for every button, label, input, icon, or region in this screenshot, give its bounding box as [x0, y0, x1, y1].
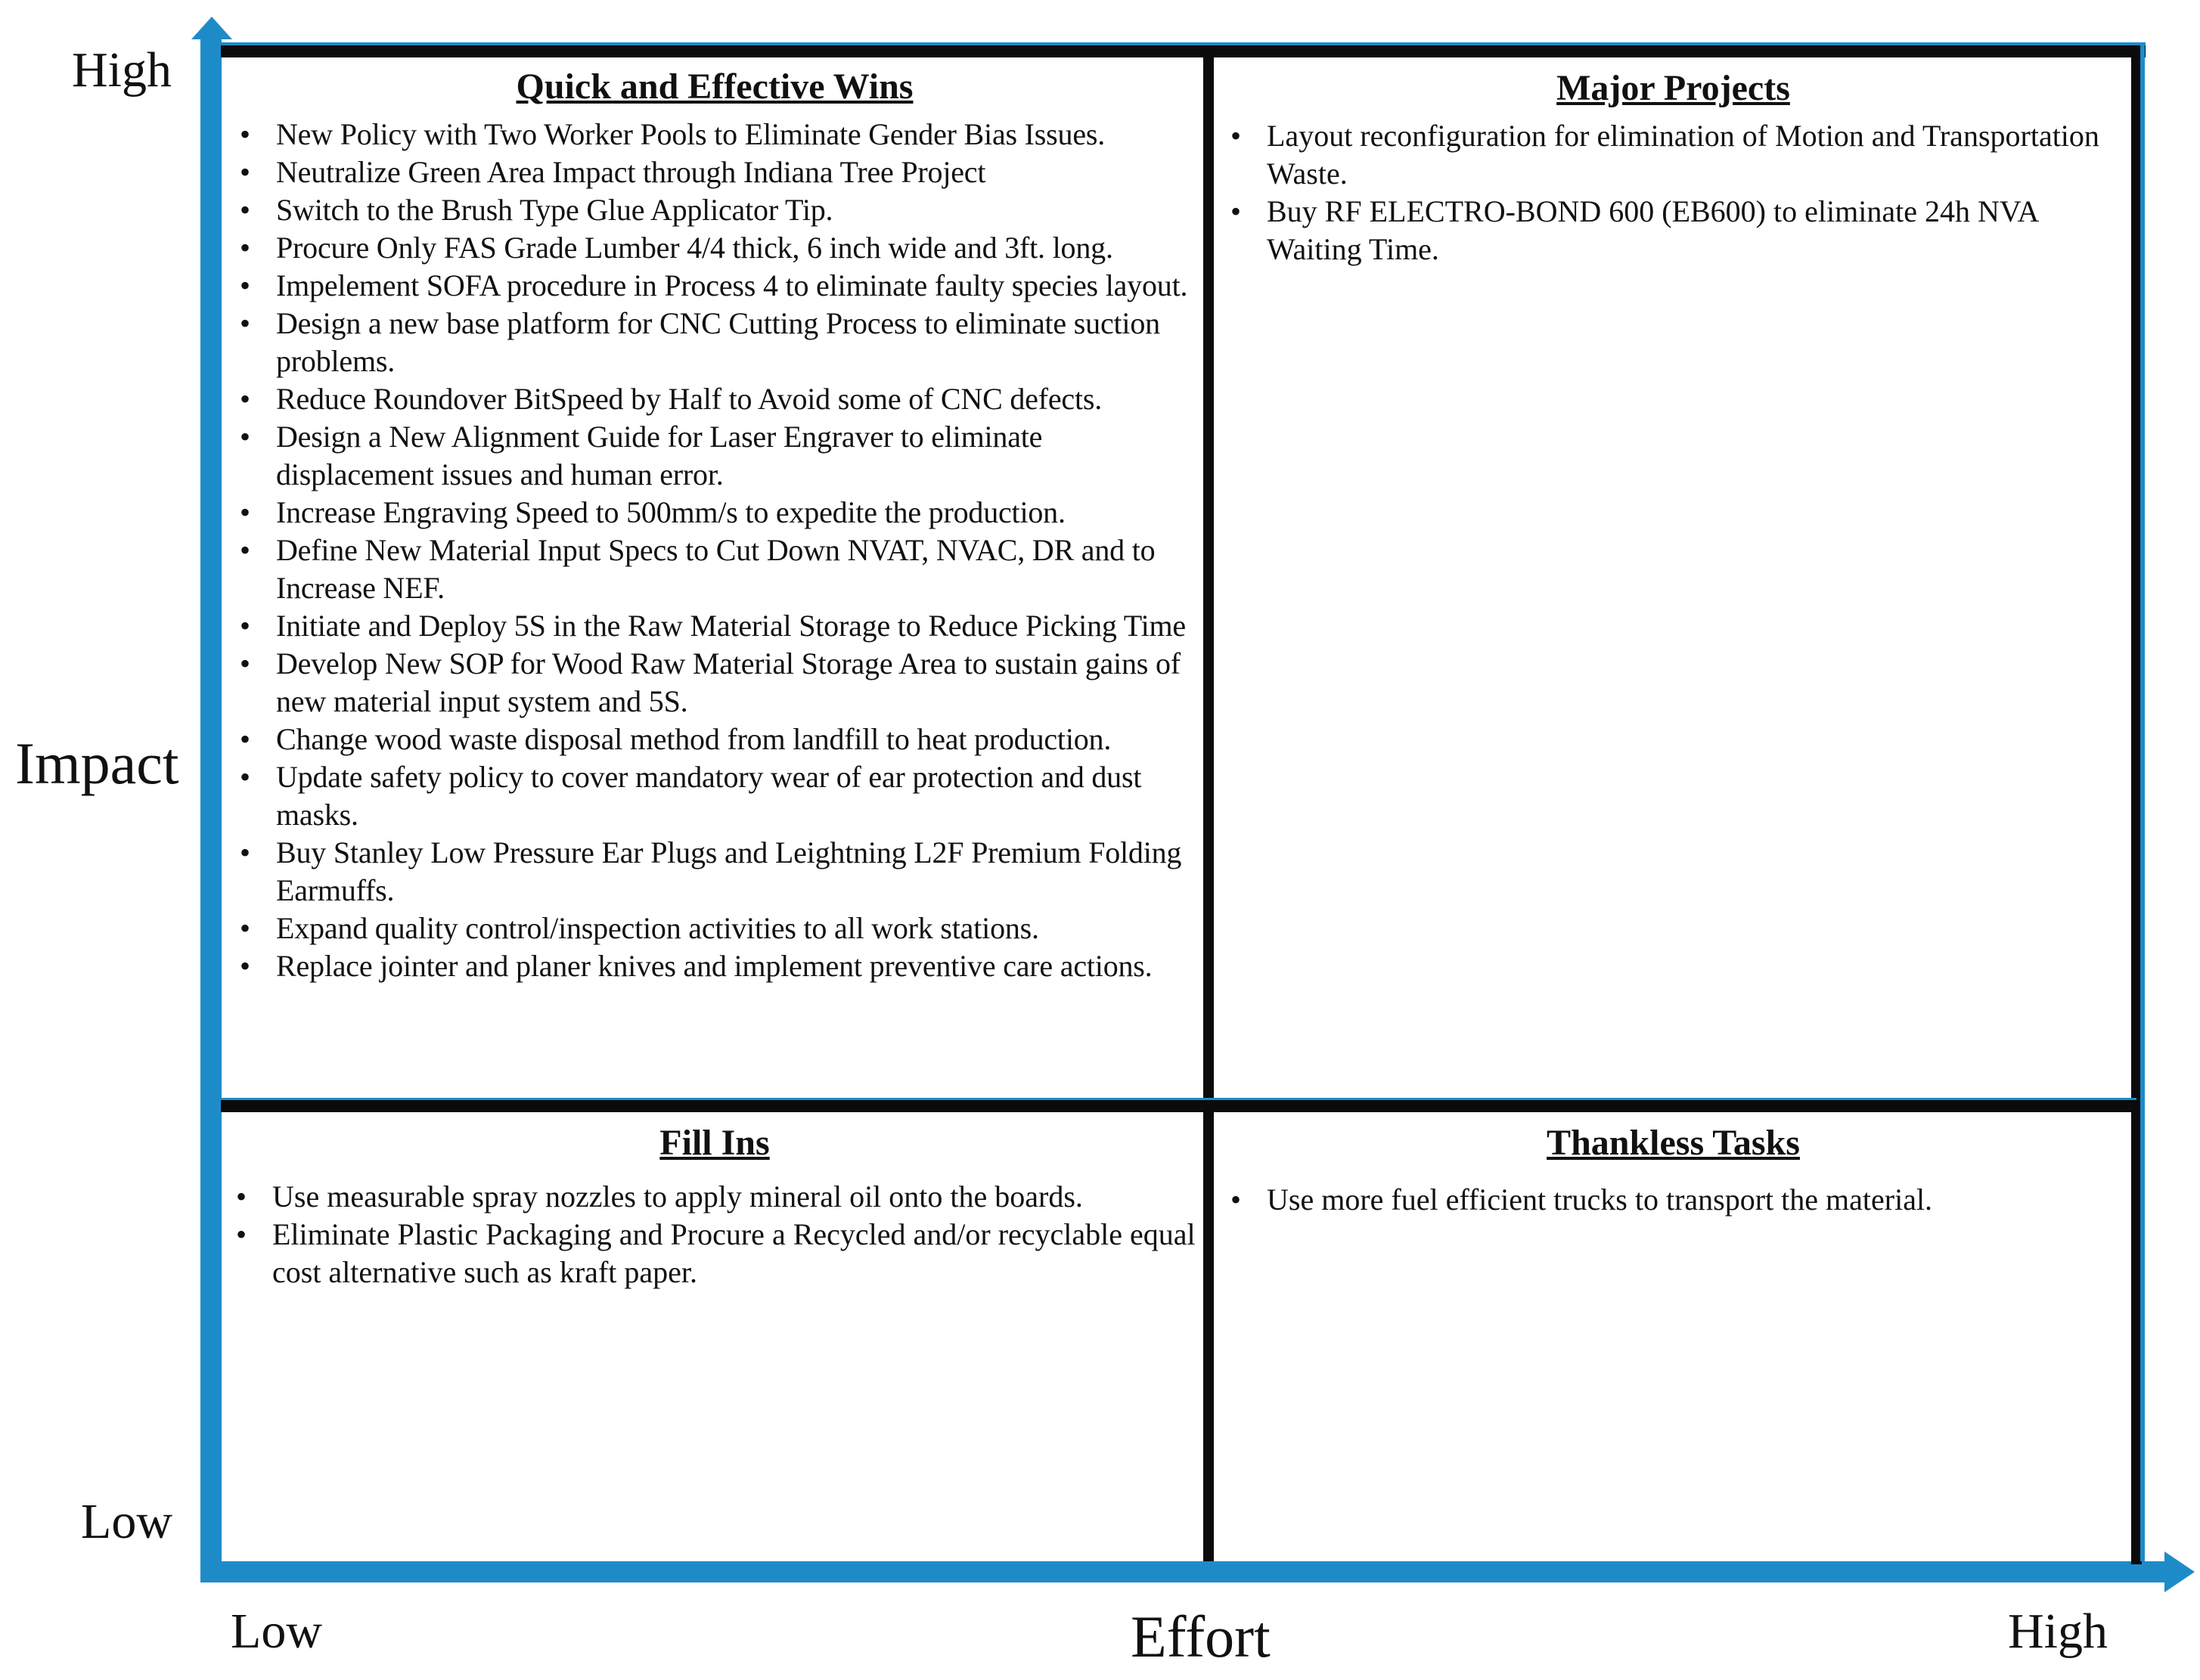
list-item: • Change wood waste disposal method from landfill to heat production. — [227, 721, 1202, 758]
effort-axis-arrow-icon — [2164, 1551, 2195, 1592]
quadrant-title: Quick and Effective Wins — [516, 67, 914, 107]
list-item: • Buy Stanley Low Pressure Ear Plugs and Leightning L2F Premium Folding Earmuffs. — [227, 834, 1202, 910]
list-item: • Replace jointer and planer knives and implement preventive care actions. — [227, 947, 1202, 985]
list-item: • Layout reconfiguration for elimination of Motion and Transportation Waste. — [1218, 117, 2118, 193]
quadrant-item-list — [1218, 1181, 2118, 1219]
list-item: • Procure Only FAS Grade Lumber 4/4 thick, 6 inch wide and 3ft. long. — [227, 229, 1202, 267]
quadrant-title: Major Projects — [1556, 68, 1790, 108]
list-item: • Reduce Roundover BitSpeed by Half to Avoid some of CNC defects. — [227, 380, 1202, 418]
quadrant-item-list — [227, 1178, 1202, 1291]
list-item: • Develop New SOP for Wood Raw Material Storage Area to sustain gains of new material input system and 5S. — [227, 645, 1202, 721]
impact-high-label: High — [72, 42, 172, 98]
quadrant-major-projects — [1218, 60, 2129, 1096]
list-item: • Design a new base platform for CNC Cutting Process to eliminate suction problems. — [227, 305, 1202, 380]
list-item: • Define New Material Input Specs to Cut Down NVAT, NVAC, DR and to Increase NEF. — [227, 532, 1202, 607]
quadrant-item-list — [1218, 117, 2118, 268]
impact-axis-arrow-icon — [191, 17, 232, 39]
impact-axis — [200, 30, 222, 1580]
grid-top-border — [221, 45, 2146, 57]
list-item: • Use more fuel efficient trucks to transport the material. — [1218, 1181, 2118, 1219]
effort-high-label: High — [2008, 1604, 2108, 1659]
list-item: • Eliminate Plastic Packaging and Procure a Recycled and/or recyclable equal cost alternative such as kraft paper. — [227, 1216, 1202, 1291]
list-item: • Use measurable spray nozzles to apply mineral oil onto the boards. — [227, 1178, 1202, 1216]
quadrant-title: Fill Ins — [659, 1123, 770, 1163]
quadrant-fill-ins — [227, 1117, 1202, 1556]
list-item: • Expand quality control/inspection activities to all work stations. — [227, 910, 1202, 947]
list-item: • Impelement SOFA procedure in Process 4 to eliminate faulty species layout. — [227, 267, 1202, 305]
list-item: • Buy RF ELECTRO-BOND 600 (EB600) to eliminate 24h NVA Waiting Time. — [1218, 193, 2118, 268]
list-item: • Switch to the Brush Type Glue Applicator Tip. — [227, 191, 1202, 229]
list-item: • New Policy with Two Worker Pools to Eliminate Gender Bias Issues. — [227, 116, 1202, 153]
grid-horizontal-divider — [221, 1100, 2136, 1112]
quadrant-thankless-tasks — [1218, 1117, 2129, 1556]
quadrant-title: Thankless Tasks — [1547, 1123, 1800, 1163]
grid-right-accent — [2140, 45, 2145, 1561]
impact-low-label: Low — [81, 1494, 172, 1549]
grid-vertical-divider — [1203, 53, 1214, 1561]
list-item: • Design a New Alignment Guide for Laser Engraver to eliminate displacement issues and human error. — [227, 418, 1202, 494]
effort-low-label: Low — [231, 1604, 322, 1659]
impact-axis-title: Impact — [15, 730, 179, 796]
list-item: • Update safety policy to cover mandatory wear of ear protection and dust masks. — [227, 758, 1202, 834]
list-item: • Initiate and Deploy 5S in the Raw Material Storage to Reduce Picking Time — [227, 607, 1202, 645]
quadrant-item-list — [227, 116, 1202, 985]
effort-axis-title: Effort — [1131, 1604, 1271, 1669]
effort-axis — [200, 1561, 2167, 1582]
list-item: • Increase Engraving Speed to 500mm/s to expedite the production. — [227, 494, 1202, 532]
list-item: • Neutralize Green Area Impact through Indiana Tree Project — [227, 153, 1202, 191]
quadrant-quick-wins — [227, 60, 1202, 1096]
